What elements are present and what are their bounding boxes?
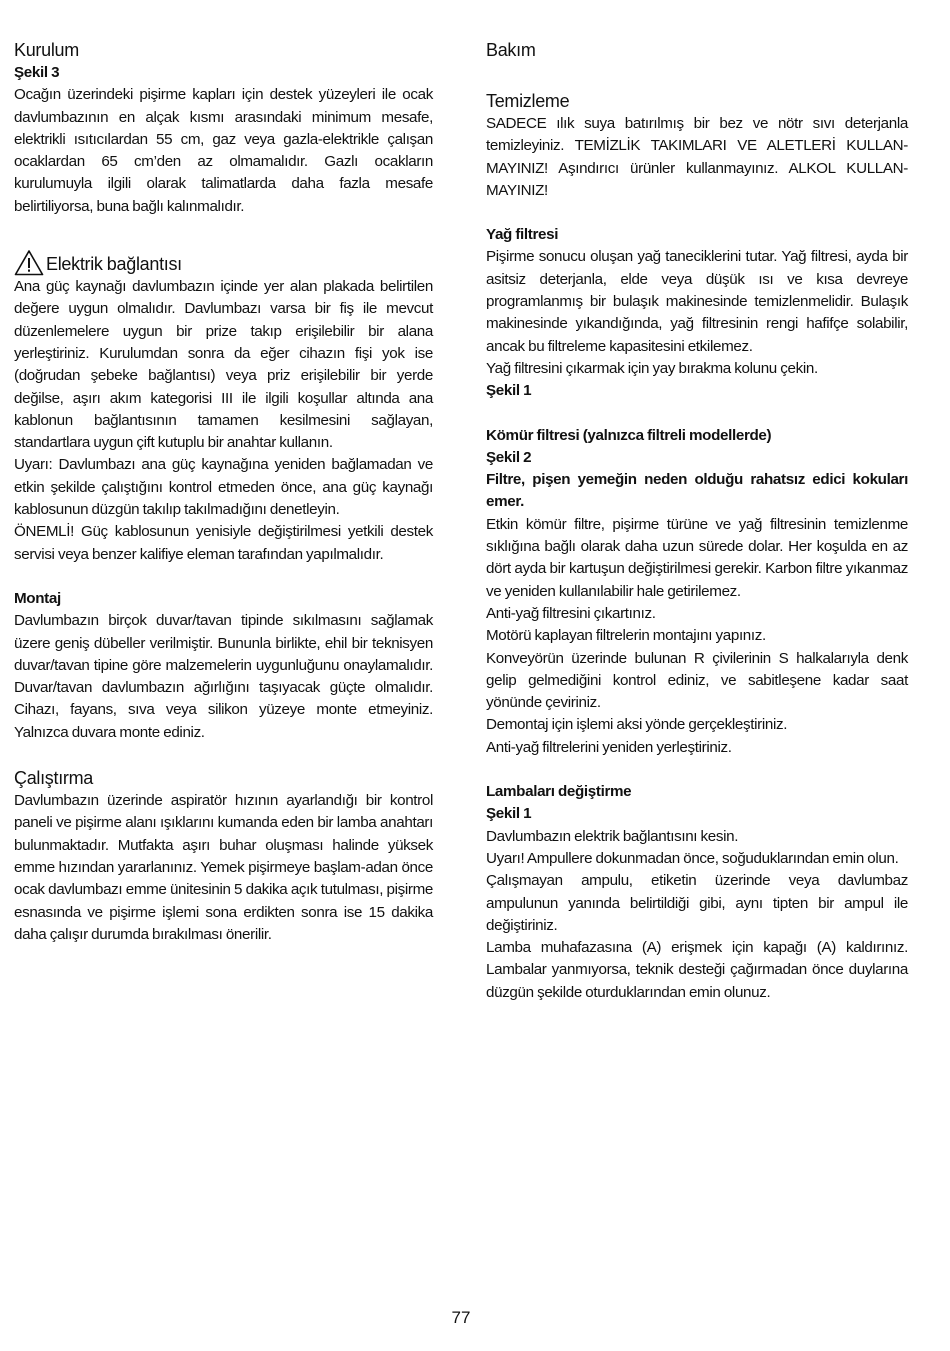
left-column <box>14 38 433 946</box>
lambalar-paragraph: Çalışmayan ampulu, etiketin üzerinde veya davlumbaz ampulunun yanında belirtildiği gibi, aynı tipten bir ampul ile değiştiriniz. <box>486 872 908 934</box>
komur-filtresi-paragraph: Etkin kömür filtre, pişirme türüne ve yağ filtresinin temizlenme sıklığına bağlı olarak daha uzun sürede dolar. Her koşulda en az dört ayda bir kartuşun değiştirilmesi gerekir. Karbon filtre yıkanmaz ve yeniden kullanılabilir hale getirilemez. <box>486 515 908 600</box>
section-komur-filtresi <box>486 425 908 759</box>
warning-triangle-icon <box>14 249 44 276</box>
heading-komur-filtresi: Kömür filtresi (yalnızca filtreli modellerde) <box>486 426 772 444</box>
section-lambalar <box>486 781 908 1004</box>
figure-ref-komur-filtresi: Şekil 2 <box>486 448 532 466</box>
section-calistirma <box>14 766 433 946</box>
section-montaj <box>14 588 433 744</box>
right-column <box>486 38 908 1004</box>
lambalar-paragraph: Davlumbazın elektrik bağlantısını kesin. <box>486 827 739 845</box>
calistirma-text: Davlumbazın üzerinde aspiratör hızının ayarlandığı bir kontrol paneli ve pişirme alanı ışıklarını kumanda eden bir lamba anahtarı bulunmaktadır. Mutfakta aşırı buhar oluşması halinde yüksek emme hızından yararlanınız. Yemek pişirmeye başlam-adan önce ocak davlumbazı emme ünitesinin 5 dakika açık tutulması, pişirme esnasında ve pişirme işlemi sona erdikten sonra ise 15 dakika daha çalışır durumda bırakılması önerilir. <box>14 792 433 943</box>
heading-elektrik: Elektrik bağlantısı <box>46 254 182 275</box>
heading-temizleme: Temizleme <box>486 91 570 111</box>
section-yag-filtresi <box>486 224 908 402</box>
yag-filtresi-paragraph: Pişirme sonucu oluşan yağ taneciklerini tutar. Yağ filtresi, ayda bir asitsiz deterjanla, elde veya düşük ısı ve kısa devreye programlanmış bir bulaşık makinesinde temizlenmelidir. Bulaşık makinesinde yıkandığında, yağ filtresinin rengi hafifçe solabilir, ancak bu filtreleme kapasitesini etkilemez. <box>486 248 908 355</box>
heading-yag-filtresi: Yağ filtresi <box>486 226 559 244</box>
komur-filtresi-paragraph: Demontaj için işlemi aksi yönde gerçekleştiriniz. <box>486 716 788 734</box>
yag-filtresi-paragraph: Yağ filtresini çıkarmak için yay bırakma kolunu çekin. <box>486 359 818 377</box>
komur-filtresi-paragraph: Anti-yağ filtrelerini yeniden yerleştiriniz. <box>486 738 732 756</box>
heading-lambalar: Lambaları değiştirme <box>486 783 632 801</box>
elektrik-paragraph: Uyarı: Davlumbazı ana güç kaynağına yeniden bağlamadan ve etkin şekilde çalıştığını kontrol etmeden önce, ana güç kaynağı kablosunun düzgün takılıp takılmadığını denetleyin. <box>14 456 433 519</box>
kurulum-text: Ocağın üzerindeki pişirme kapları için destek yüzeyleri ile ocak davlumbazının en alçak kısmı arasındaki minimum mesafe, elektrikli ısıtıcılardan 55 cm, gaz veya gazla-elektrikle çalışan ocaklardan 65 cm’den az olmamalıdır. Gazlı ocakların kurulumuyla ilgili olarak talimatlarda daha fazla mesafe belirtiliyorsa, buna bağlı kalınmalıdır. <box>14 86 433 215</box>
page-number: 77 <box>451 1308 471 1327</box>
temizleme-text: SADECE ılık suya batırılmış bir bez ve nötr sıvı deterjanla temizleyiniz. TEMİZLİK TAKIMLARI VE ALETLERİ KULLAN-MAYINIZ! Aşındırıcı ürünler kullanmayınız. ALKOL KULLAN-MAYINIZ! <box>486 115 908 199</box>
heading-montaj: Montaj <box>14 589 61 607</box>
komur-filtresi-paragraph: Motörü kaplayan filtrelerin montajını yapınız. <box>486 627 766 645</box>
figure-ref-yag-filtresi: Şekil 1 <box>486 382 532 400</box>
heading-bakim: Bakım <box>486 40 536 60</box>
figure-ref-lambalar: Şekil 1 <box>486 805 532 823</box>
section-temizleme <box>486 89 908 202</box>
elektrik-paragraph: Ana güç kaynağı davlumbazın içinde yer alan plakada belirtilen değere uygun olmalıdır. Davlumbazı varsa bir fiş ile mevcut düzenlemelere uygun bir prize takıp erişilebilir bir alana yerleştiriniz. Kurulumdan sonra da eğer cihazın fişi yok ise (doğrudan şebeke bağlantısı) veya priz erişilebilir bir yerde değilse, aşırı akım kategorisi III ile ilgili koşullar altında ana kablonun bağlantısının tamamen kesilmesini sağlayan, standartlara uygun çift kutuplu bir anahtar kullanın. <box>14 278 433 452</box>
lambalar-paragraph: Uyarı! Ampullere dokunmadan önce, soğuduklarından emin olun. <box>486 849 899 867</box>
elektrik-paragraph: ÖNEMLİ! Güç kablosunun yenisiyle değiştirilmesi yetkili destek servisi veya benzer kalifiye eleman tarafından yapılmalıdır. <box>14 523 433 563</box>
section-kurulum <box>14 38 433 218</box>
section-elektrik <box>14 249 433 566</box>
montaj-text: Davlumbazın birçok duvar/tavan tipinde sıkılmasını sağlamak üzere geniş dübeller verilmiştir. Bununla birlikte, ehil bir teknisyen duvar/tavan tipine göre malzemelerin uygunluğunu onaylamalıdır. Duvar/tavan davlumbazın ağırlığını taşıyacak güçte olmalıdır. Cihazı, fayans, sıva veya silikon yüzeye monte etmeyiniz. Yalnızca duvara monte ediniz. <box>14 612 433 741</box>
komur-filtresi-paragraph: Konveyörün üzerinde bulunan R çivilerinin S halkalarıyla denk gelip gelmediğini kontrol ediniz, ve sabitleşene kadar saat yönünde çeviriniz. <box>486 649 908 712</box>
lambalar-paragraph: Lamba muhafazasına (A) erişmek için kapağı (A) kaldırınız. Lambalar yanmıyorsa, teknik desteği çağırmadan önce duylarına düzgün şekilde oturduklarından emin olunuz. <box>486 939 908 1001</box>
komur-filtresi-lead: Filtre, pişen yemeğin neden olduğu rahatsız edici kokuları emer. <box>486 471 908 511</box>
heading-kurulum: Kurulum <box>14 40 79 60</box>
heading-calistirma: Çalıştırma <box>14 768 94 789</box>
komur-filtresi-paragraph: Anti-yağ filtresini çıkartınız. <box>486 604 656 622</box>
figure-ref-kurulum: Şekil 3 <box>14 64 60 81</box>
